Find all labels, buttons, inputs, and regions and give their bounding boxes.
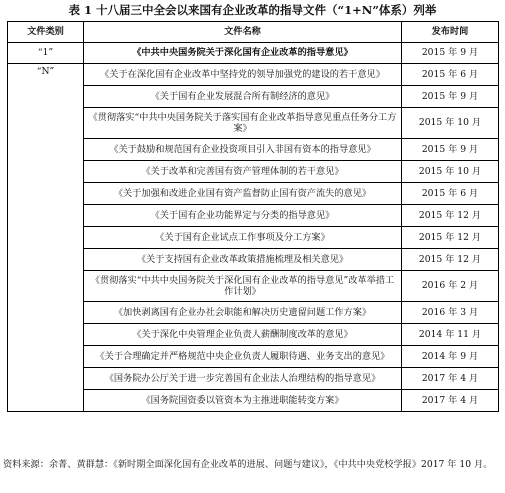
document-title: 《加快剥离国有企业办社会职能和解决历史遗留问题工作方案》	[84, 302, 402, 324]
document-title: 《关于国有企业试点工作事项及分工方案》	[84, 227, 402, 249]
document-title: 《关于国有企业发展混合所有制经济的意见》	[84, 86, 402, 108]
publish-date: 2015 年 6 月	[402, 64, 499, 86]
publish-date: 2014 年 11 月	[402, 324, 499, 346]
header-category: 文件类别	[8, 22, 84, 43]
document-title: 《贯彻落实“中共中央国务院关于深化国有企业改革的指导意见”改革举措工作计划》	[84, 271, 402, 302]
document-title: 《关于加强和改进企业国有资产监督防止国有资产流失的意见》	[84, 183, 402, 205]
document-title: 《关于改革和完善国有资产管理体制的若干意见》	[84, 161, 402, 183]
publish-date: 2016 年 3 月	[402, 302, 499, 324]
document-title: 《关于在深化国有企业改革中坚持党的领导加强党的建设的若干意见》	[84, 64, 402, 86]
document-title: 《关于深化中央管理企业负责人薪酬制度改革的意见》	[84, 324, 402, 346]
header-title: 文件名称	[84, 22, 402, 43]
publish-date: 2017 年 4 月	[402, 368, 499, 390]
document-title: 《国务院办公厅关于进一步完善国有企业法人治理结构的指导意见》	[84, 368, 402, 390]
publish-date: 2015 年 9 月	[402, 139, 499, 161]
document-list-table	[7, 21, 499, 412]
document-title: 《关于合理确定并严格规范中央企业负责人履职待遇、业务支出的意见》	[84, 346, 402, 368]
publish-date: 2014 年 9 月	[402, 346, 499, 368]
publish-date: 2016 年 2 月	[402, 271, 499, 302]
document-title: 《贯彻落实“中共中央国务院关于落实国有企业改革指导意见重点任务分工方案》	[84, 108, 402, 139]
publish-date: 2015 年 6 月	[402, 183, 499, 205]
document-title: 《国务院国资委以管资本为主推进职能转变方案》	[84, 390, 402, 412]
publish-date: 2017 年 4 月	[402, 390, 499, 412]
publish-date: 2015 年 9 月	[402, 43, 499, 64]
source-note: 资料来源：余菁、黄群慧：《新时期全面深化国有企业改革的进展、问题与建议》，《中共中央党校学报》2017 年 10 月。	[3, 459, 493, 470]
document-title: 《关于鼓励和规范国有企业投资项目引入非国有资本的指导意见》	[84, 139, 402, 161]
document-title: 《关于国有企业功能界定与分类的指导意见》	[84, 205, 402, 227]
publish-date: 2015 年 12 月	[402, 205, 499, 227]
table-caption: 表 1 十八届三中全会以来国有企业改革的指导文件（“1+N”体系）列举	[68, 3, 437, 17]
category-cell: “1”	[8, 43, 84, 64]
document-title: 《中共中央国务院关于深化国有企业改革的指导意见》	[84, 43, 402, 64]
category-cell: “N”	[8, 64, 84, 412]
table-row	[8, 43, 499, 64]
publish-date: 2015 年 10 月	[402, 108, 499, 139]
publish-date: 2015 年 10 月	[402, 161, 499, 183]
document-title: 《关于支持国有企业改革政策措施梳理及相关意见》	[84, 249, 402, 271]
publish-date: 2015 年 9 月	[402, 86, 499, 108]
publish-date: 2015 年 12 月	[402, 227, 499, 249]
publish-date: 2015 年 12 月	[402, 249, 499, 271]
header-date: 发布时间	[402, 22, 499, 43]
table-row	[8, 64, 499, 86]
table-header-row	[8, 22, 499, 43]
